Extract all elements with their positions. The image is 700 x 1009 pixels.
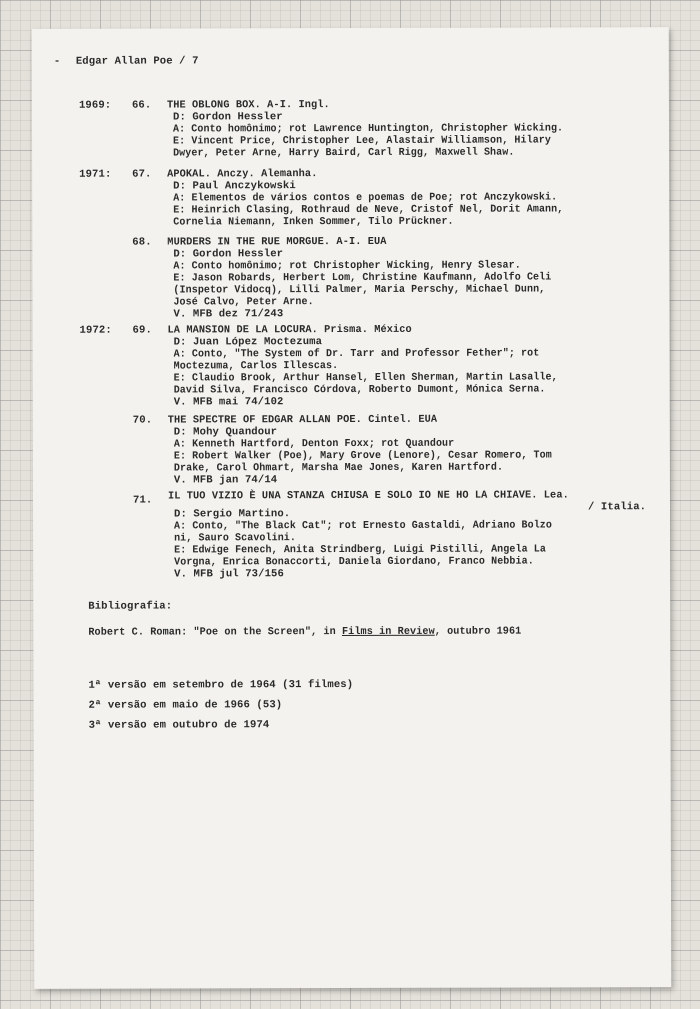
entry-year: 1969: — [78, 99, 112, 112]
entry-line: (Inspetor Vidocq), Lilli Palmer, Maria Perschy, Michael Dunn, — [173, 283, 546, 297]
entry-line: E: Claudio Brook, Arthur Hansel, Ellen Sherman, Martin Lasalle, — [173, 371, 558, 385]
entry-line: David Silva, Francisco Córdova, Roberto Dumont, Mónica Serna. — [173, 383, 546, 397]
bibliography-author-title: Robert C. Roman: "Poe on the Screen", in — [88, 626, 342, 639]
bibliography-heading: Bibliografia: — [88, 600, 173, 613]
entry-line: Vorgna, Enrica Bonaccorti, Daniela Giordano, Franco Nebbia. — [174, 555, 534, 569]
entry-line: D: Paul Anczykowski — [173, 180, 296, 193]
entry-line: E: Edwige Fenech, Anita Strindberg, Luigi Pistilli, Angela La — [174, 543, 546, 557]
entry-line: D: Gordon Hessler — [173, 248, 284, 261]
entry-line: Moctezuma, Carlos Illescas. — [173, 360, 339, 373]
entry-line: A: Elementos de vários contos e poemas de Poe; rot Anczykowski. — [173, 191, 558, 205]
bibliography-entry — [88, 626, 521, 640]
entry-title: APOKAL. Anczy. Alemanha. — [167, 168, 318, 181]
entry-line: A: Conto, "The System of Dr. Tarr and Professor Fether"; rot — [173, 347, 540, 361]
entry-line: Cornelia Niemann, Inken Sommer, Tilo Prückner. — [173, 215, 454, 229]
entry-line: D: Gordon Hessler — [172, 111, 283, 124]
bibliography-date: , outubro 1961 — [434, 625, 522, 638]
entry-line: E: Heinrich Clasing, Rothraud de Neve, Cristof Nel, Dorit Amann, — [173, 203, 564, 217]
version-note: 1ª versão em setembro de 1964 (31 filmes) — [88, 678, 354, 692]
entry-number: 67. — [132, 168, 152, 181]
header-marker: - — [53, 55, 61, 68]
entry-line: Dwyer, Peter Arne, Harry Baird, Carl Rigg, Maxwell Shaw. — [173, 146, 515, 160]
entry-year: 1971: — [79, 168, 112, 181]
entry-title-continuation: / Italia. — [587, 501, 647, 514]
entry-line: A: Conto homônimo; rot Christopher Wicking, Henry Slesar. — [173, 259, 521, 273]
entry-line: V. MFB dez 71/243 — [173, 308, 284, 321]
entry-title: THE SPECTRE OF EDGAR ALLAN POE. Cintel. EUA — [167, 413, 438, 427]
entry-line: D: Juan López Moctezuma — [173, 336, 323, 349]
entry-number: 68. — [132, 236, 152, 249]
entry-title: MURDERS IN THE RUE MORGUE. A-I. EUA — [167, 235, 387, 249]
entry-line: Drake, Carol Ohmart, Marsha Mae Jones, Karen Hartford. — [173, 461, 504, 475]
entry-title: IL TUO VIZIO È UNA STANZA CHIUSA E SOLO IO NE HO LA CHIAVE. Lea. — [167, 489, 569, 503]
entry-title: LA MANSION DE LA LOCURA. Prisma. México — [167, 323, 412, 337]
entry-line: E: Jason Robards, Herbert Lom, Christine Kaufmann, Adolfo Celi — [173, 271, 552, 285]
entry-line: José Calvo, Peter Arne. — [173, 296, 314, 309]
entry-title: THE OBLONG BOX. A-I. Ingl. — [166, 99, 330, 112]
entry-line: D: Sergio Martino. — [174, 508, 291, 521]
version-note: 3ª versão em outubro de 1974 — [88, 719, 270, 732]
entry-line: V. MFB mai 74/102 — [173, 396, 284, 409]
entry-line: V. MFB jan 74/14 — [173, 474, 278, 487]
page-header: Edgar Allan Poe / 7 — [75, 55, 199, 68]
entry-year: 1972: — [79, 324, 112, 337]
entry-line: V. MFB jul 73/156 — [174, 568, 284, 581]
version-note: 2ª versão em maio de 1966 (53) — [88, 699, 283, 712]
entry-line: A: Kenneth Hartford, Denton Foxx; rot Quandour — [173, 437, 455, 451]
entry-number: 69. — [132, 324, 152, 337]
entry-line: E: Robert Walker (Poe), Mary Grove (Lenore), Cesar Romero, Tom — [173, 449, 552, 463]
entry-line: E: Vincent Price, Christopher Lee, Alastair Williamson, Hilary — [173, 134, 551, 148]
entry-line: A: Conto homônimo; rot Lawrence Huntington, Christopher Wicking. — [172, 122, 564, 136]
entry-number: 70. — [132, 414, 153, 427]
typed-page — [32, 27, 672, 989]
entry-number: 71. — [132, 494, 153, 507]
entry-line: ni, Sauro Scavolini. — [174, 532, 297, 545]
entry-line: D: Mohy Quandour — [173, 426, 278, 439]
bibliography-journal: Films in Review — [341, 625, 435, 639]
entry-line: A: Conto, "The Black Cat"; rot Ernesto Gastaldi, Adriano Bolzo — [174, 519, 553, 533]
entry-number: 66. — [131, 99, 152, 112]
